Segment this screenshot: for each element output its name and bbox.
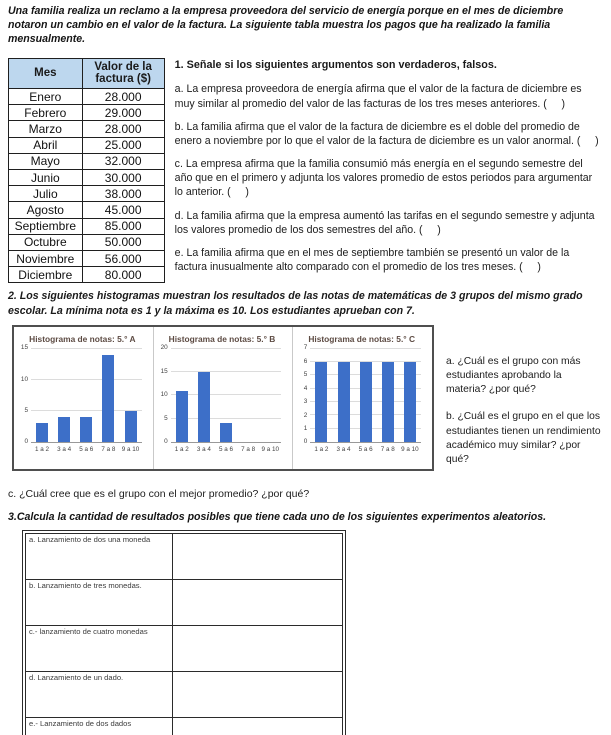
y-tick-label: 4 [303,384,308,392]
table-row [9,169,165,185]
y-tick-label: 5 [303,371,308,379]
chart-title: Histograma de notas: 5.° B [168,333,276,344]
experiment-label-b: b. Lanzamiento de tres monedas. [26,580,173,626]
bar [220,423,232,442]
table-row [9,153,165,169]
y-tick-label: 15 [160,368,168,376]
question-1-title: 1. Señale si los siguientes argumentos son verdaderos, falsos. [174,58,497,71]
bill-table-body [9,88,165,283]
table-row [26,580,343,626]
plot [310,349,421,443]
table-row [9,202,165,218]
x-tick-label: 9 a 10 [121,445,140,453]
value-cell: 50.000 [82,234,164,250]
y-tick-label: 2 [303,411,308,419]
value-cell: 38.000 [82,186,164,202]
bars [310,349,421,442]
question-3-text: 3.Calcula la cantidad de resultados posibles que tiene cada uno de los siguientes experimentos aleatorios. [8,511,547,524]
x-tick-label: 3 a 4 [336,445,351,453]
month-cell: Marzo [9,121,83,137]
bill-table [8,58,165,284]
table-row [26,718,343,735]
table-row [9,105,165,121]
month-cell: Agosto [9,202,83,218]
bill-table-header-mes: Mes [9,58,83,88]
month-cell: Septiembre [9,218,83,234]
x-tick-label: 3 a 4 [57,445,72,453]
bar [360,362,372,442]
x-tick-label: 7 a 8 [380,445,395,453]
value-cell: 56.000 [82,250,164,266]
table-row [26,534,343,580]
value-cell: 25.000 [82,137,164,153]
y-tick-label: 5 [164,415,168,423]
experiments-table-wrapper [22,530,346,735]
bar [198,372,210,442]
table-row [9,137,165,153]
table-row [9,267,165,283]
month-cell: Enero [9,88,83,104]
x-tick-label: 1 a 2 [35,445,50,453]
bar [102,355,114,442]
month-cell: Julio [9,186,83,202]
x-tick-label: 5 a 6 [358,445,373,453]
experiment-answer-cell-e [173,718,343,735]
table-row [26,672,343,718]
y-axis [295,344,310,446]
value-cell: 29.000 [82,105,164,121]
month-cell: Febrero [9,105,83,121]
histogram-question-a: a. ¿Cuál es el grupo con más estudiantes aprobando la materia? ¿por qué? [446,355,581,396]
section-1 [8,58,603,284]
x-tick-label: 5 a 6 [79,445,94,453]
y-tick-label: 6 [303,358,308,366]
chart-plot-area [295,344,421,446]
month-cell: Abril [9,137,83,153]
histogram-question-c: c. ¿Cuál cree que es el grupo con el mejor promedio? ¿por qué? [8,488,310,501]
y-axis [16,344,31,446]
month-cell: Junio [9,169,83,185]
x-tick-label: 5 a 6 [218,445,233,453]
x-axis [310,446,421,453]
bar [125,411,137,442]
chart-title: Histograma de notas: 5.° A [29,333,136,344]
x-tick-label: 1 a 2 [314,445,329,453]
chart-title: Histograma de notas: 5.° C [308,333,416,344]
table-row [9,121,165,137]
table-row [9,186,165,202]
bars [171,349,282,442]
histogram-chart [154,327,294,469]
y-tick-label: 15 [20,344,28,352]
table-row [9,234,165,250]
table-row [9,88,165,104]
month-cell: Octubre [9,234,83,250]
intro-paragraph: Una familia realiza un reclamo a la empresa proveedora del servicio de energía porque en el mes de diciembre notaron un cambio en el valor de la factura. La siguiente tabla muestra los pagos que ha realizado la familia mensualmente. [8,5,564,45]
experiment-answer-cell-b [173,580,343,626]
value-cell: 80.000 [82,267,164,283]
bar [315,362,327,442]
table-row [9,218,165,234]
x-tick-label: 7 a 8 [241,445,256,453]
value-cell: 32.000 [82,153,164,169]
bar [36,423,48,442]
experiment-label-d: d. Lanzamiento de un dado. [26,672,173,718]
x-tick-label: 9 a 10 [261,445,279,453]
x-tick-label: 1 a 2 [174,445,189,453]
y-tick-label: 10 [20,375,28,383]
y-tick-label: 5 [24,407,28,415]
question-1-item-a: a. La empresa proveedora de energía afirma que el valor de la factura de diciembre es muy similar al promedio del valor de las facturas de los tres meses anteriores. ( ) [174,83,585,110]
experiment-label-c: c.- lanzamiento de cuatro monedas [26,626,173,672]
bar [404,362,416,442]
y-tick-label: 0 [164,438,168,446]
x-axis [31,446,142,453]
bar [80,417,92,442]
question-1-item-b: b. La familia afirma que el valor de la factura de diciembre es el doble del promedio de enero a noviembre por lo que el valor de la factura de diciembre es un valor anormal. ( ) [174,120,599,147]
bars [31,349,142,442]
plot [171,349,282,443]
bill-table-header-valor: Valor de la factura ($) [82,58,164,88]
y-tick-label: 0 [24,438,28,446]
section-2 [12,325,603,480]
question-1-item-c: c. La empresa afirma que la familia consumió más energía en el segundo semestre del año que en el primero y adjunta los valores promedio de estos periodos para argumentar lo anterior. ( ) [174,158,596,199]
histogram-question-b: b. ¿Cuál es el grupo en el que los estudiantes tienen un rendimiento académico muy similar? ¿por qué? [446,411,601,466]
y-tick-label: 1 [303,425,308,433]
bill-table-header [9,58,165,88]
table-row [9,250,165,266]
question-1-item-d: d. La familia afirma que la empresa aumentó las tarifas en el segundo semestre y adjunta los valores promedio de los dos semestres del año. ( ) [174,209,598,236]
month-cell: Mayo [9,153,83,169]
bar [176,391,188,442]
histograms-box [12,325,434,471]
month-cell: Diciembre [9,267,83,283]
bar [338,362,350,442]
question-1-block [175,58,603,284]
table-row [26,626,343,672]
experiment-answer-cell-c [173,626,343,672]
x-tick-label: 3 a 4 [196,445,211,453]
plot [31,349,142,443]
value-cell: 45.000 [82,202,164,218]
x-tick-label: 9 a 10 [401,445,419,453]
experiment-label-a: a. Lanzamiento de dos una moneda [26,534,173,580]
y-tick-label: 20 [160,344,168,352]
bar [58,417,70,442]
value-cell: 30.000 [82,169,164,185]
experiment-answer-cell-a [173,534,343,580]
y-axis [156,344,171,446]
y-tick-label: 3 [303,398,308,406]
month-cell: Noviembre [9,250,83,266]
experiment-label-e: e.- Lanzamiento de dos dados [26,718,173,735]
histogram-questions [446,325,603,480]
y-tick-label: 10 [160,391,168,399]
x-axis [171,446,282,453]
value-cell: 85.000 [82,218,164,234]
value-cell: 28.000 [82,121,164,137]
histogram-chart [293,327,432,469]
value-cell: 28.000 [82,88,164,104]
y-tick-label: 0 [303,438,308,446]
experiments-table [25,533,343,735]
question-1-item-e: e. La familia afirma que en el mes de septiembre también se presentó un valor de la factura inusualmente alto comparado con el promedio de los tres meses. ( ) [174,247,573,274]
x-tick-label: 7 a 8 [101,445,116,453]
bar [382,362,394,442]
histogram-chart [14,327,154,469]
chart-plot-area [156,344,282,446]
experiment-answer-cell-d [173,672,343,718]
y-tick-label: 7 [303,344,308,352]
chart-plot-area [16,344,142,446]
question-2-text: 2. Los siguientes histogramas muestran los resultados de las notas de matemáticas de 3 grupos del mismo grado escolar. La mínima nota es 1 y la máxima es 10. Los estudiantes aprueban con 7. [8,290,583,317]
